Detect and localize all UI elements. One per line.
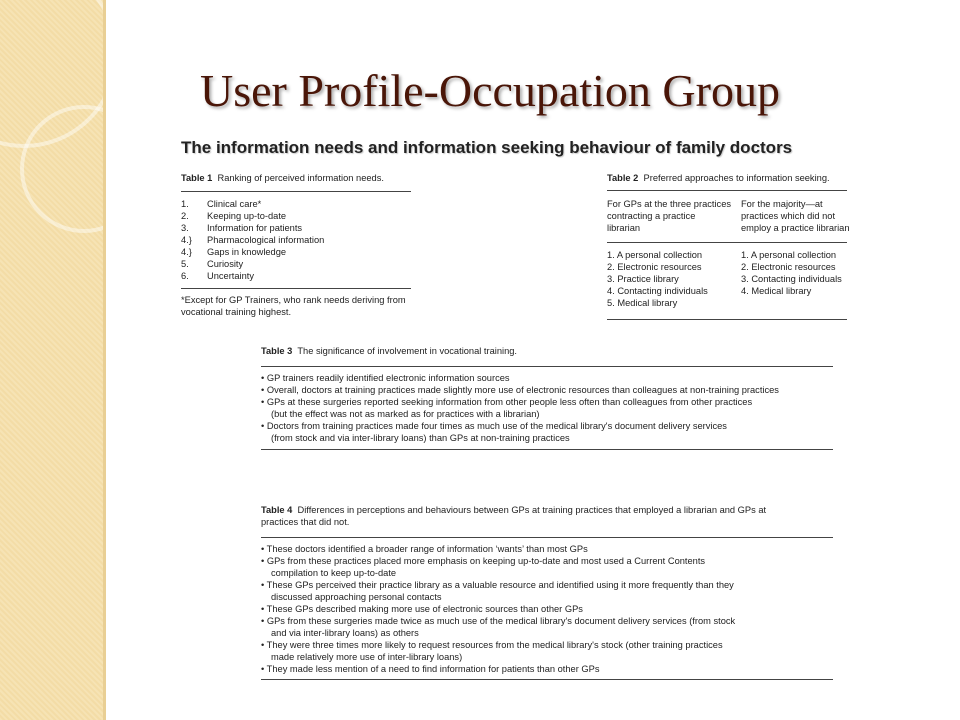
list-item: (but the effect was not as marked as for practices with a librarian) [271, 409, 540, 419]
list-item: 4. Contacting individuals [607, 286, 708, 296]
list-item: compilation to keep up-to-date [271, 568, 397, 578]
table-row: 2. Keeping up-to-date [181, 211, 287, 221]
list-item: • GPs from these surgeries made twice as much use of the medical library's document delivery services (from stock [261, 615, 833, 627]
list-item: made relatively more use of inter-library loans) [271, 652, 463, 662]
list-item: 3. Practice library [607, 274, 679, 284]
list-item: (from stock and via inter-library loans) than GPs at non-training practices [271, 433, 570, 443]
list-item: 1. A personal collection [741, 250, 837, 260]
list-item: 4. Medical library [741, 286, 812, 296]
table-4-caption: Table 4 Differences in perceptions and behaviours between GPs at training practices that employed a librarian and GPs at practices that did not. [261, 505, 767, 527]
list-item: • GPs at these surgeries reported seeking information from other people less often than colleagues from other practices [261, 396, 833, 408]
table-4 [261, 504, 833, 680]
slide-subtitle: The information needs and information seeking behaviour of family doctors [181, 138, 793, 157]
list-item: 2. Electronic resources [607, 262, 702, 272]
list-item: • GP trainers readily identified electronic information sources [261, 372, 833, 384]
list-item: • Overall, doctors at training practices made slightly more use of electronic resources than colleagues at non-training practices [261, 384, 833, 396]
list-item: 3. Contacting individuals [741, 274, 842, 284]
decorative-side-panel [0, 0, 106, 720]
decorative-circle-small [20, 105, 148, 233]
table-row: 6. Uncertainty [181, 271, 255, 281]
list-item: and via inter-library loans) as others [271, 628, 419, 638]
list-item: • Doctors from training practices made four times as much use of the medical library's document delivery services [261, 420, 833, 432]
list-item: • GPs from these practices placed more emphasis on keeping up-to-date and most used a Current Contents [261, 555, 833, 567]
list-item: • These GPs described making more use of electronic sources than other GPs [261, 603, 833, 615]
table-1 [181, 172, 411, 318]
list-item: discussed approaching personal contacts [271, 592, 442, 602]
list-item: • These doctors identified a broader range of information ‘wants’ than most GPs [261, 543, 833, 555]
table-3-caption: Table 3 The significance of involvement in vocational training. [261, 346, 517, 356]
table-3 [261, 345, 833, 450]
list-item: 2. Electronic resources [741, 262, 836, 272]
table-row: 4.} Gaps in knowledge [181, 247, 287, 257]
list-item: 1. A personal collection [607, 250, 703, 260]
slide-title: User Profile-Occupation Group [200, 65, 780, 116]
table-2 [607, 172, 850, 320]
table-1-rows [181, 198, 411, 282]
table-1-caption: Table 1 Ranking of perceived information needs. [181, 173, 384, 183]
table-2-header: For GPs at the three practices contracting a practice librarian For the majority—at practices which did not employ a practice librarian [607, 199, 850, 233]
table-2-body [607, 249, 847, 315]
table-3-list [261, 372, 833, 444]
table-row: 1. Clinical care* [181, 199, 262, 209]
table-1-footnote: *Except for GP Trainers, who rank needs deriving from vocational training highest. [181, 295, 406, 317]
table-4-list [261, 543, 833, 675]
list-item: • They made less mention of a need to find information for patients than other GPs [261, 663, 833, 675]
table-row: 5. Curiosity [181, 259, 244, 269]
table-row: 4.} Pharmacological information [181, 235, 325, 245]
list-item: • They were three times more likely to request resources from the medical library's stock (other training practices [261, 639, 833, 651]
list-item: 5. Medical library [607, 298, 678, 308]
table-2-caption: Table 2 Preferred approaches to information seeking. [607, 173, 830, 183]
list-item: • These GPs perceived their practice library as a valuable resource and identified using it more frequently than they [261, 579, 833, 591]
table-row: 3. Information for patients [181, 223, 303, 233]
